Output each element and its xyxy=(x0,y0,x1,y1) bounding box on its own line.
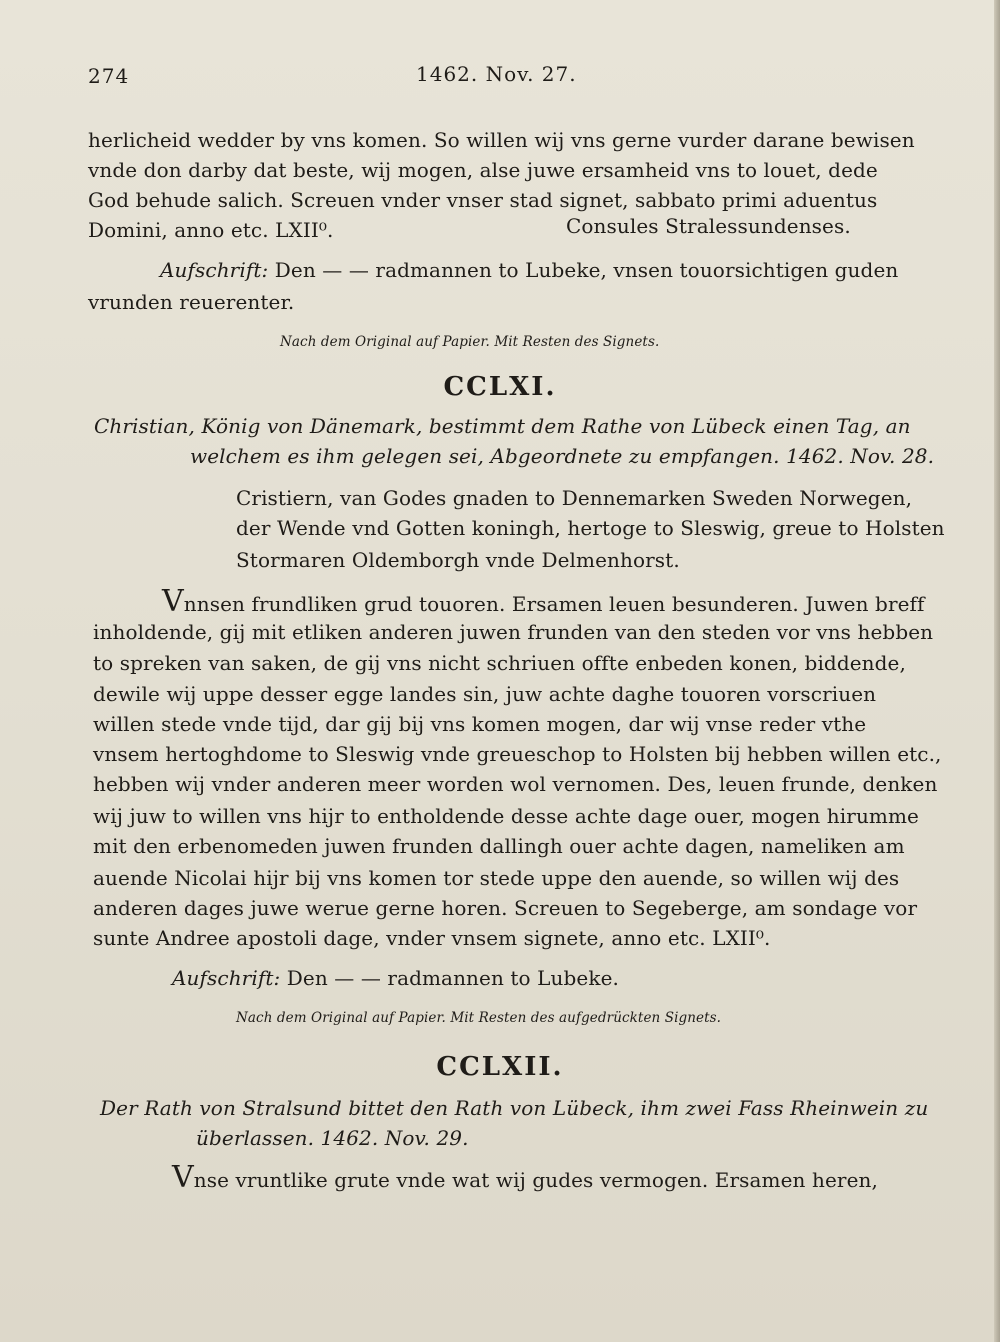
aufschrift-text: Den — — radmannen to Lubeke. xyxy=(286,966,619,990)
source-note: Nach dem Original auf Papier. Mit Resten des Signets. xyxy=(280,334,660,350)
summary-line: überlassen. 1462. Nov. 29. xyxy=(196,1126,469,1150)
text-line: inholdende, gij mit etliken anderen juwen frunden van den steden vor vns hebben xyxy=(93,620,934,644)
text-line: mit den erbenomeden juwen frunden dallingh ouer achte dagen, nameliken am xyxy=(93,834,905,858)
aufschrift-continuation: vrunden reuerenter. xyxy=(88,290,295,314)
text-line: herlicheid wedder by vns komen. So willen wij vns gerne vurder darane bewisen xyxy=(88,128,915,152)
text-line: wij juw to willen vns hijr to entholdende desse achte dage ouer, mogen hirumme xyxy=(93,804,919,828)
running-header-date: 1462. Nov. 27. xyxy=(416,62,577,86)
document-heading: CCLXI. xyxy=(443,372,557,402)
text-line: auende Nicolai hijr bij vns komen tor stede uppe den auende, so willen wij des xyxy=(93,866,900,890)
drop-capital: V xyxy=(162,584,184,619)
text-line: dewile wij uppe desser egge landes sin, juw achte daghe touoren vorscriuen xyxy=(93,682,877,706)
summary-line: Der Rath von Stralsund bittet den Rath von Lübeck, ihm zwei Fass Rheinwein zu xyxy=(100,1096,929,1120)
text-line: vnsem hertoghdome to Sleswig vnde greueschop to Holsten bij hebben willen etc., xyxy=(93,742,942,766)
address-line: der Wende vnd Gotten koningh, hertoge to Sleswig, greue to Holsten xyxy=(236,516,945,540)
aufschrift-label: Aufschrift: xyxy=(160,258,269,282)
text-line: willen stede vnde tijd, dar gij bij vns komen mogen, dar wij vnse reder vthe xyxy=(93,712,867,736)
aufschrift-text: Den — — radmannen to Lubeke, vnsen touorsichtigen guden xyxy=(274,258,899,282)
text-line: hebben wij vnder anderen meer worden wol vernomen. Des, leuen frunde, denken xyxy=(93,772,938,796)
first-line-text: nse vruntlike grute vnde wat wij gudes vermogen. Ersamen heren, xyxy=(193,1168,878,1192)
signature: Consules Stralessundenses. xyxy=(566,214,851,238)
address-line: Cristiern, van Godes gnaden to Dennemarken Sweden Norwegen, xyxy=(236,486,913,510)
text-line: vnde don darby dat beste, wij mogen, alse juwe ersamheid vns to louet, dede xyxy=(88,158,878,182)
summary-line: welchem es ihm gelegen sei, Abgeordnete zu empfangen. 1462. Nov. 28. xyxy=(190,444,935,468)
summary-line: Christian, König von Dänemark, bestimmt dem Rathe von Lübeck einen Tag, an xyxy=(94,414,911,438)
text-line: to spreken van saken, de gij vns nicht schriuen offte enbeden konen, biddende, xyxy=(93,651,906,675)
first-line-text: nnsen frundliken grud touoren. Ersamen leuen besunderen. Juwen breff xyxy=(183,592,925,616)
letter-first-line xyxy=(162,584,925,619)
letter-first-line xyxy=(172,1160,878,1195)
text-line: God behude salich. Screuen vnder vnser stad signet, sabbato primi aduentus xyxy=(88,188,878,212)
text-line: anderen dages juwe werue gerne horen. Screuen to Segeberge, am sondage vor xyxy=(93,896,918,920)
text-line: sunte Andree apostoli dage, vnder vnsem signete, anno etc. LXII⁰. xyxy=(93,926,771,950)
aufschrift-label: Aufschrift: xyxy=(172,966,281,990)
aufschrift-line xyxy=(172,966,619,990)
drop-capital: V xyxy=(172,1160,194,1195)
document-heading: CCLXII. xyxy=(436,1052,564,1082)
page-edge xyxy=(994,0,1000,1342)
aufschrift-line xyxy=(160,258,898,282)
address-line: Stormaren Oldemborgh vnde Delmenhorst. xyxy=(236,548,680,572)
source-note: Nach dem Original auf Papier. Mit Resten des aufgedrückten Signets. xyxy=(236,1010,722,1026)
page-number: 274 xyxy=(88,64,130,88)
text-line: Domini, anno etc. LXII⁰. xyxy=(88,218,334,242)
